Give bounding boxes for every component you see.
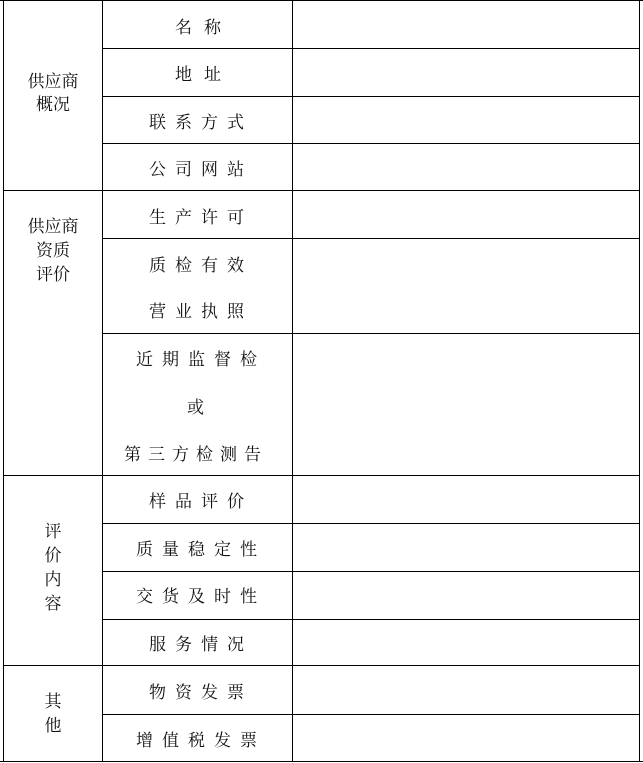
column-divider-value: [292, 0, 293, 762]
section-overview-label: [4, 71, 102, 117]
section-label-line: 概况: [36, 95, 70, 115]
value-cell-service-status[interactable]: [296, 620, 636, 664]
section-label-line: 内: [44, 570, 62, 590]
value-cell-delivery-timeliness[interactable]: [296, 572, 636, 618]
section-evaluation-label: [4, 520, 102, 616]
section-label-line: 供应商: [27, 72, 79, 92]
value-cell-production-license[interactable]: [296, 191, 636, 237]
section-label-line: 资质: [36, 241, 70, 261]
section-label-line: 容: [44, 594, 62, 614]
section-label-line: 供应商: [27, 217, 79, 237]
item-label-or: 或: [187, 398, 204, 418]
item-label-vat-invoice: 增值税发票: [136, 731, 266, 751]
value-cell-contact[interactable]: [296, 97, 636, 142]
item-label-quality-valid: 质检有效: [149, 256, 253, 276]
value-cell-material-invoice[interactable]: [296, 666, 636, 713]
section-label-line: 评: [44, 522, 62, 542]
value-cell-sample-evaluation[interactable]: [296, 476, 636, 522]
table-border-right: [639, 0, 640, 762]
item-label-recent-inspection: 近期监督检: [136, 350, 266, 370]
column-divider-section: [102, 0, 103, 762]
item-label-sample-evaluation: 样品评价: [149, 492, 253, 512]
section-qualification-label: [4, 215, 102, 287]
item-label-name: 名称: [175, 18, 233, 38]
value-cell-website[interactable]: [296, 144, 636, 189]
item-label-material-invoice: 物资发票: [149, 683, 253, 703]
value-cell-address[interactable]: [296, 49, 636, 95]
item-label-production-license: 生产许可: [149, 208, 253, 228]
value-cell-vat-invoice[interactable]: [296, 715, 636, 760]
item-label-third-party-test: 第三方检测告: [124, 445, 268, 465]
section-label-line: 价: [44, 546, 62, 566]
item-label-quality-stability: 质量稳定性: [136, 540, 266, 560]
item-label-delivery-timeliness: 交货及时性: [136, 587, 266, 607]
item-label-business-license: 营业执照: [149, 302, 253, 322]
item-label-service-status: 服务情况: [149, 635, 253, 655]
table-border-bottom: [0, 761, 643, 762]
value-cell-quality-stability[interactable]: [296, 524, 636, 570]
item-label-address: 地址: [175, 65, 233, 85]
section-label-line: 评价: [36, 265, 70, 285]
section-other-label: [4, 690, 102, 738]
item-label-website: 公司网站: [149, 160, 253, 180]
value-cell-quality-business[interactable]: [296, 239, 636, 332]
item-label-contact: 联系方式: [149, 113, 253, 133]
section-label-line: 他: [44, 716, 62, 736]
section-label-line: 其: [44, 692, 62, 712]
value-cell-recent-inspection[interactable]: [296, 334, 636, 474]
value-cell-name[interactable]: [296, 1, 636, 47]
